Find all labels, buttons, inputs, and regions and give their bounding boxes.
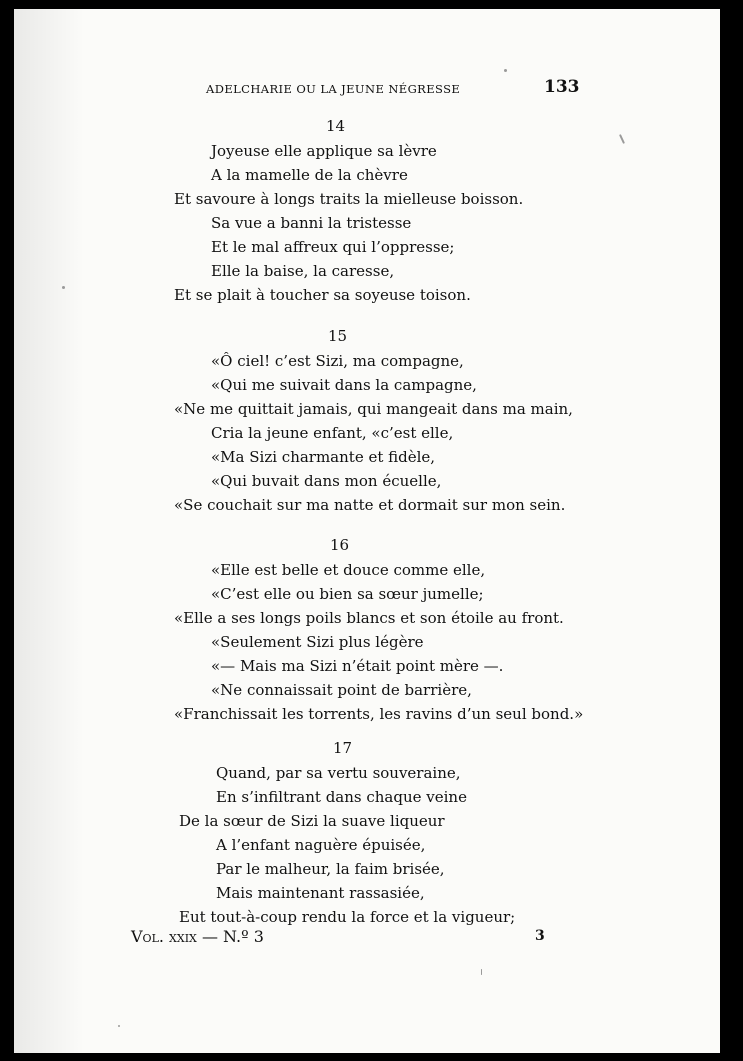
verse-line: Et le mal affreux qui l’oppresse;: [211, 238, 455, 256]
book-page: [14, 9, 720, 1053]
scan-speck: [118, 1025, 120, 1027]
verse-line: Cria la jeune enfant, «c’est elle,: [211, 424, 454, 442]
verse-line: «— Mais ma Sizi n’était point mère —.: [211, 657, 504, 675]
scan-speck: [504, 69, 507, 72]
verse-line: «Qui me suivait dans la campagne,: [211, 376, 477, 394]
verse-line: De la sœur de Sizi la suave liqueur: [179, 812, 445, 830]
verse-line: Quand, par sa vertu souveraine,: [216, 764, 461, 782]
verse-line: «Seulement Sizi plus légère: [211, 633, 424, 651]
volume-footer: Vol. xxix — N.º 3: [131, 927, 264, 946]
verse-line: Par le malheur, la faim brisée,: [216, 860, 445, 878]
verse-line: «Elle est belle et douce comme elle,: [211, 561, 486, 579]
verse-line: Et savoure à longs traits la mielleuse boisson.: [174, 190, 524, 208]
verse-line: Elle la baise, la caresse,: [211, 262, 395, 280]
signature-mark: 3: [535, 928, 545, 944]
stanza-number: 14: [326, 117, 346, 135]
scan-speck: [481, 969, 482, 975]
verse-line: Sa vue a banni la tristesse: [211, 214, 412, 232]
verse-line: Et se plait à toucher sa soyeuse toison.: [174, 286, 471, 304]
scan-speck: [62, 286, 65, 289]
verse-line: «Elle a ses longs poils blancs et son étoile au front.: [174, 609, 564, 627]
scan-speck: [619, 134, 625, 144]
verse-line: Mais maintenant rassasiée,: [216, 884, 425, 902]
verse-line: «Ne connaissait point de barrière,: [211, 681, 472, 699]
verse-line: «C’est elle ou bien sa sœur jumelle;: [211, 585, 484, 603]
verse-line: Eut tout-à-coup rendu la force et la vigueur;: [179, 908, 516, 926]
verse-line: A la mamelle de la chèvre: [211, 166, 408, 184]
verse-line: Joyeuse elle applique sa lèvre: [211, 142, 437, 160]
stanza-number: 15: [328, 327, 348, 345]
verse-line: «Qui buvait dans mon écuelle,: [211, 472, 442, 490]
verse-line: «Ne me quittait jamais, qui mangeait dans ma main,: [174, 400, 573, 418]
verse-line: A l’enfant naguère épuisée,: [216, 836, 426, 854]
stanza-number: 17: [333, 739, 353, 757]
verse-line: «Ô ciel! c’est Sizi, ma compagne,: [211, 352, 464, 370]
verse-line: «Franchissait les torrents, les ravins d’un seul bond.»: [174, 705, 584, 723]
running-title: ADELCHARIE OU LA JEUNE NÉGRESSE: [206, 82, 461, 96]
verse-line: «Ma Sizi charmante et fidèle,: [211, 448, 436, 466]
stanza-number: 16: [330, 536, 350, 554]
verse-line: En s’infiltrant dans chaque veine: [216, 788, 467, 806]
verse-line: «Se couchait sur ma natte et dormait sur mon sein.: [174, 496, 566, 514]
page-number: 133: [544, 77, 580, 97]
